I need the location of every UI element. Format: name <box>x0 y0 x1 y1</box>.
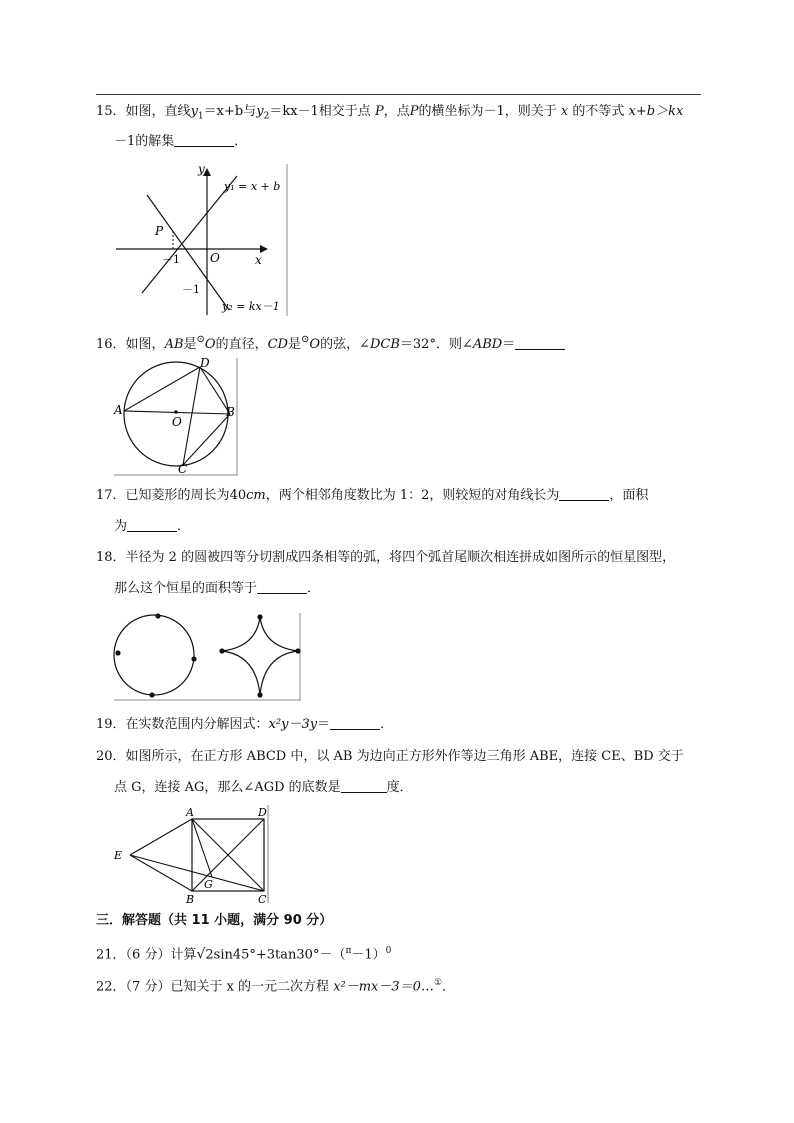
point-c-label: C <box>178 462 188 476</box>
answer-blank[interactable] <box>341 780 387 793</box>
answer-blank[interactable] <box>559 488 609 501</box>
question-20-line2: 点 G，连接 AG，那么∠AGD 的底数是 度． <box>114 780 413 795</box>
question-18-line2: 那么这个恒星的面积等于 ． <box>114 581 321 596</box>
q15-text: 如图，直线 <box>125 104 191 119</box>
question-number: 22． <box>96 979 126 995</box>
section-title: 三．解答题（共 11 小题，满分 90 分） <box>96 913 333 928</box>
question-number: 16． <box>96 337 126 352</box>
question-15-line2: －1的解集 ． <box>114 134 248 149</box>
answer-blank[interactable] <box>127 519 177 532</box>
question-number: 19． <box>96 717 126 732</box>
point-d-label: D <box>200 356 210 370</box>
point-b-label: B <box>186 893 195 905</box>
line-y1-label: y₁ = x + b <box>224 180 281 193</box>
point-e-label: E <box>114 849 123 862</box>
answer-blank[interactable] <box>257 581 307 594</box>
question-number: 18． <box>96 550 126 565</box>
figure-q20 <box>112 803 272 905</box>
figure-q16 <box>112 356 242 478</box>
circle-symbol-icon: ⊙ <box>301 334 310 345</box>
center-o-label: O <box>172 415 182 429</box>
question-17: 17．已知菱形的周长为40cm，两个相邻角度数比为 1：2，则较短的对角线长为 ，面积 <box>96 488 649 503</box>
line-y2-label: y₂ = kx－1 <box>222 300 280 313</box>
question-22: 22．（7 分）已知关于 x 的一元二次方程 x²－mx－3＝0…①． <box>96 978 456 995</box>
figure-q15 <box>112 160 292 320</box>
point-g-label: G <box>204 878 213 891</box>
question-17-line2: 为 ． <box>114 519 191 534</box>
sqrt-icon: √ <box>196 946 206 963</box>
header-rule <box>96 94 701 95</box>
x-axis-label: x <box>255 253 262 267</box>
question-19: 19．在实数范围内分解因式：x²y－3y＝ ． <box>96 717 394 732</box>
question-18: 18．半径为 2 的圆被四等分切割成四条相等的弧，将四个弧首尾顺次相连拼成如图所示的恒星图型， <box>96 550 676 565</box>
question-number: 21． <box>96 947 126 963</box>
question-20: 20．如图所示，在正方形 ABCD 中，以 AB 为边向正方形外作等边三角形 ABE，连接 CE、BD 交于 <box>96 749 684 764</box>
answer-blank[interactable] <box>174 134 234 147</box>
question-15: 15．如图，直线$y_1=x+b$与$y_2=kx-1$相交于点 P，点P的横坐标为－1，则关于 x 的不等式 x+b＞kx <box>96 104 684 122</box>
question-number: 20． <box>96 749 126 764</box>
point-p-label: P <box>155 224 164 238</box>
circle-symbol-icon: ⊙ <box>196 334 205 345</box>
point-b-label: B <box>226 405 235 419</box>
question-number: 15． <box>96 104 126 119</box>
y-axis-label: y <box>198 162 205 176</box>
question-21: 21．（6 分）计算$√2\sin 45^\circ+3\tan 30^\circ-(^\pi-1)^0$ <box>96 946 392 963</box>
circled-one-mark: ① <box>433 978 443 988</box>
figure-q18 <box>112 611 304 703</box>
question-number: 17． <box>96 488 126 503</box>
point-d-label: D <box>258 806 267 819</box>
answer-blank[interactable] <box>330 717 380 730</box>
point-a-label: A <box>114 403 123 417</box>
point-a-label: A <box>186 806 194 819</box>
origin-label: O <box>210 251 220 265</box>
y-tick-label: －1 <box>182 283 200 296</box>
answer-blank[interactable] <box>515 337 565 350</box>
x-tick-label: －1 <box>162 253 180 266</box>
question-16: 16．如图，AB是⊙O的直径，CD是⊙O的弦，∠DCB＝32°．则∠ABD＝ <box>96 331 565 354</box>
point-c-label: C <box>258 893 267 905</box>
